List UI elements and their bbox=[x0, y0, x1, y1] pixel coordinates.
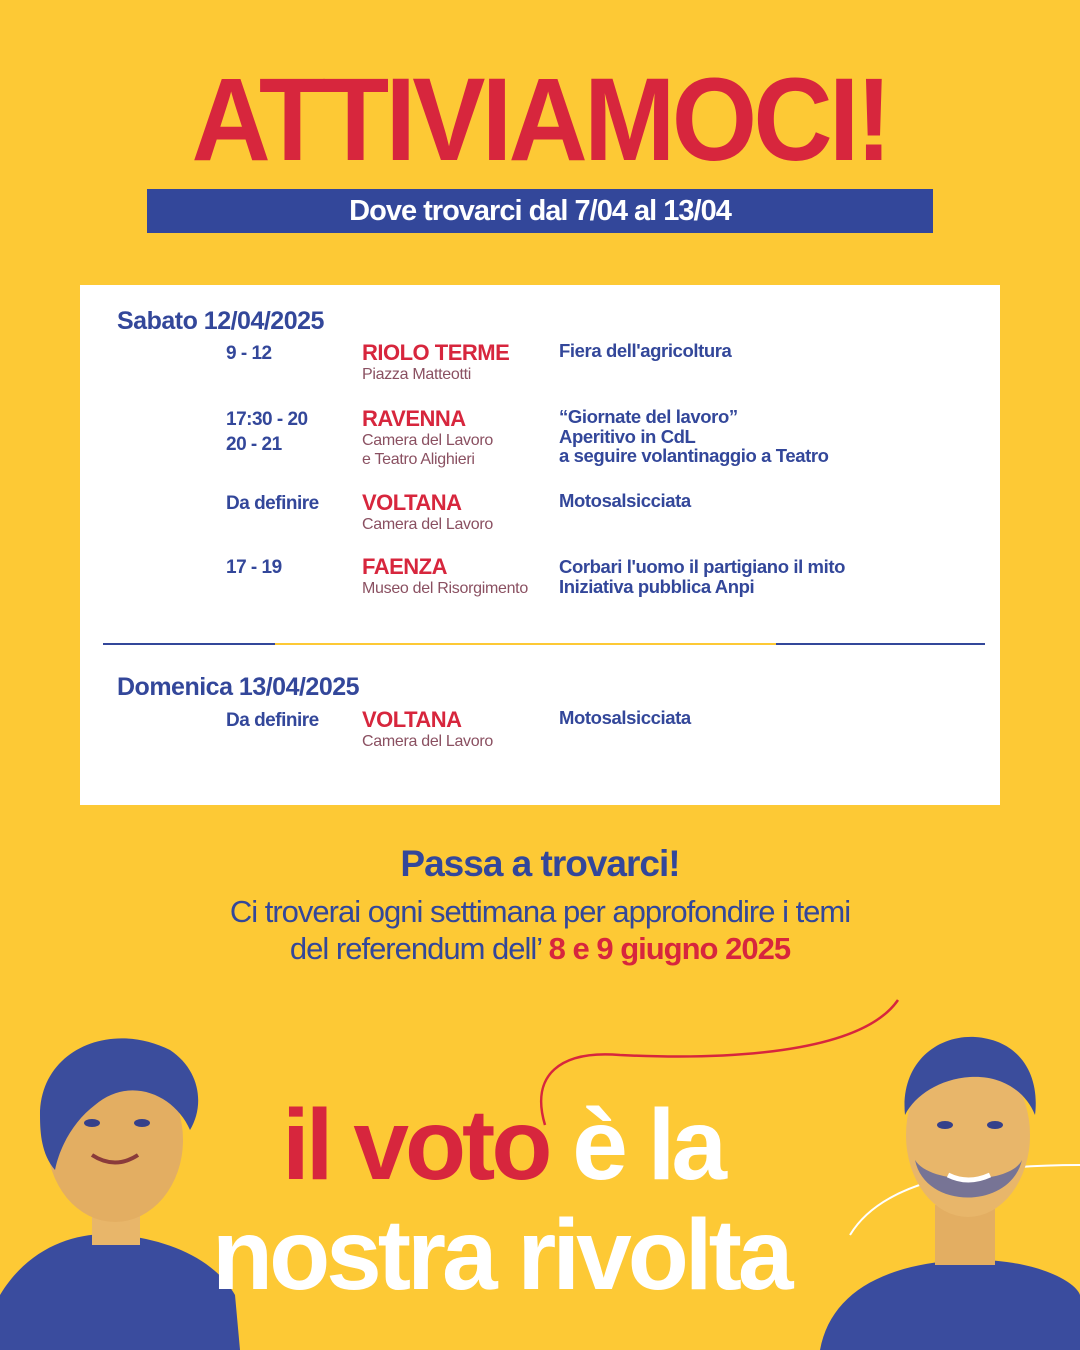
slogan-white-part: è la bbox=[548, 1089, 724, 1201]
event-description-line: Motosalsicciata bbox=[559, 490, 691, 511]
event-description bbox=[559, 407, 829, 466]
event-description-line: a seguire volantinaggio a Teatro bbox=[559, 445, 829, 466]
schedule-card bbox=[80, 285, 1000, 805]
event-description-line: “Giornate del lavoro” bbox=[559, 406, 738, 427]
event-time: Da definire bbox=[226, 493, 319, 514]
event-description-line: Aperitivo in CdL bbox=[559, 425, 696, 447]
event-time: Da definire bbox=[226, 710, 319, 731]
event-description-line: Motosalsicciata bbox=[559, 707, 691, 728]
event-venue: Camera del Lavoro bbox=[362, 432, 493, 449]
section-divider bbox=[103, 643, 985, 645]
event-venue: Piazza Matteotti bbox=[362, 366, 472, 383]
event-place bbox=[362, 341, 509, 384]
date-range-banner: Dove trovarci dal 7/04 al 13/04 bbox=[147, 189, 933, 233]
event-time bbox=[226, 407, 308, 457]
event-time-line: 17:30 - 20 bbox=[226, 409, 308, 430]
slogan-red-part: il voto bbox=[282, 1089, 549, 1201]
event-description bbox=[559, 491, 691, 511]
event-time: 17 - 19 bbox=[226, 557, 282, 578]
event-city: FAENZA bbox=[362, 554, 447, 579]
event-city: RAVENNA bbox=[362, 406, 466, 431]
event-time-line: 20 - 21 bbox=[226, 434, 282, 455]
slogan-line-2: nostra rivolta bbox=[212, 1199, 790, 1311]
event-place bbox=[362, 708, 493, 751]
referendum-date-highlight: 8 e 9 giugno 2025 bbox=[548, 931, 791, 966]
cta-title: Passa a trovarci! bbox=[400, 843, 680, 884]
event-venue: Museo del Risorgimento bbox=[362, 580, 528, 597]
event-description bbox=[559, 341, 731, 361]
man-portrait bbox=[820, 1037, 1080, 1350]
day-title-sunday: Domenica 13/04/2025 bbox=[117, 673, 360, 701]
event-venue: e Teatro Alighieri bbox=[362, 451, 475, 468]
event-venue: Camera del Lavoro bbox=[362, 516, 493, 533]
event-description bbox=[559, 557, 845, 596]
event-description bbox=[559, 708, 691, 728]
event-place bbox=[362, 555, 528, 598]
woman-portrait bbox=[0, 1038, 240, 1350]
event-description-line: Corbari l'uomo il partigiano il mito bbox=[559, 556, 846, 577]
event-time: 9 - 12 bbox=[226, 343, 272, 364]
event-place bbox=[362, 491, 493, 534]
event-venue: Camera del Lavoro bbox=[362, 733, 493, 750]
event-city: VOLTANA bbox=[362, 490, 462, 515]
event-place bbox=[362, 407, 493, 469]
cta-line-1: Ci troverai ogni settimana per approfondire i temi bbox=[229, 894, 851, 929]
cta-line-2-prefix: del referendum dell’ bbox=[289, 931, 549, 966]
event-city: RIOLO TERME bbox=[362, 340, 510, 365]
cta-line-2 bbox=[0, 930, 1080, 967]
event-description-line: Fiera dell'agricoltura bbox=[559, 340, 732, 361]
day-title-saturday: Sabato 12/04/2025 bbox=[117, 307, 324, 335]
slogan-line-1 bbox=[282, 1089, 724, 1201]
cta-text bbox=[0, 893, 1080, 967]
event-description-line: Iniziativa pubblica Anpi bbox=[559, 575, 755, 597]
event-city: VOLTANA bbox=[362, 707, 462, 732]
headline-title: ATTIVIAMOCI! bbox=[191, 54, 889, 186]
